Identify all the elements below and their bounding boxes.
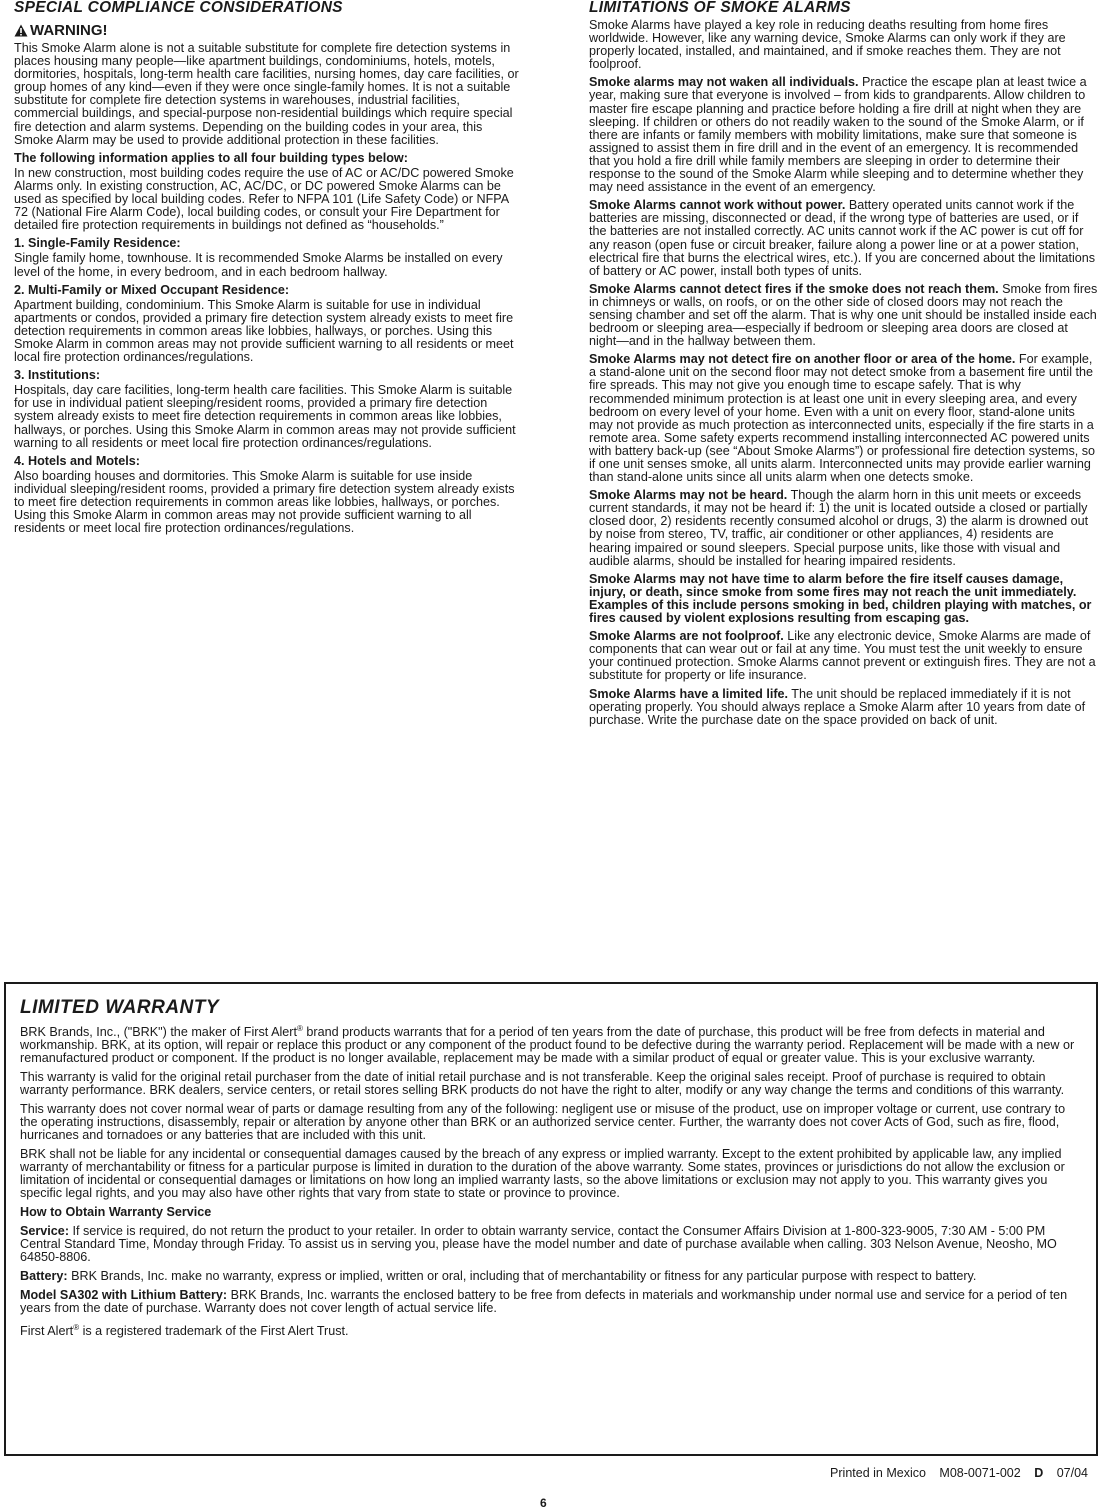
limitation-text: Like any electronic device, Smoke Alarms are made of components that can wear out or fail at any time. You must test the unit weekly to ensure your continued protection. Smoke Alarms cannot prevent or extinguish fires. They are not a substitute for property or life insurance. <box>589 629 1096 683</box>
limitation-lead: Smoke Alarms cannot work without power. <box>589 198 846 213</box>
limitation-item <box>589 199 1098 278</box>
limitation-item <box>589 353 1098 484</box>
section-4-text: Also boarding houses and dormitories. This Smoke Alarm is suitable for use inside individual sleeping/resident rooms, provided a primary fire detection system already exists to meet fire detection requirements in common areas like lobbies, hallways, or porches. Using this Smoke Alarm in common areas may not provide sufficient warning to all residents or meet local fire protection ordinances/regulations. <box>14 468 515 536</box>
limitation-item <box>589 688 1098 727</box>
section-4-heading: 4. Hotels and Motels: <box>14 453 140 468</box>
print-footer <box>820 1466 1088 1480</box>
applies-heading: The following information applies to all four building types below: <box>14 150 408 165</box>
left-column <box>14 0 522 540</box>
right-column <box>589 0 1098 732</box>
warning-text: WARNING! <box>30 22 108 39</box>
printed-in: Printed in Mexico <box>830 1466 926 1480</box>
print-date: 07/04 <box>1056 1466 1088 1480</box>
limitation-text: Smoke from fires in chimneys or walls, on roofs, or on the other side of closed doors may not reach the sensing chamber and set off the alarm. That is why one unit should be installed inside each bedroom or sleeping area—especially if bedroom or sleeping area doors are closed at night—and in the hallway between them. <box>589 281 1098 349</box>
limitation-item <box>589 573 1098 625</box>
warranty-paragraph-2: This warranty is valid for the original retail purchaser from the date of initial retail purchase and is not transferable. Keep the original sales receipt. Proof of purchase is required to obtain warranty performance. BRK dealers, service centers, or retail stores selling BRK products do not have the right to alter, modify or any way change the terms and conditions of this warranty. <box>20 1070 1065 1098</box>
document-code: M08-0071-002 <box>939 1466 1021 1480</box>
limitation-lead: Smoke Alarms are not foolproof. <box>589 629 784 644</box>
warranty-title: LIMITED WARRANTY <box>20 997 220 1018</box>
section-3-text: Hospitals, day care facilities, long-term health care facilities. This Smoke Alarm is suitable for use in individual patient sleeping/resident rooms, provided a primary fire detection system already exists to meet fire detection requirements in common areas like lobbies, hallways, or porches. Using this Smoke Alarm in common areas may not provide sufficient warning to all residents or meet local fire protection ordinances/regulations. <box>14 383 516 450</box>
limitation-text: For example, a stand-alone unit on the second floor may not detect smoke from a basement fire until the fire spreads. This may not give you enough time to escape safely. That is why recommended minimum protection is at least one unit in every sleeping area, and every bedroom on every level of your home. Even with a unit on every floor, stand-alone units may not provide as much protection as interconnected units, especially if the fire starts in a remote area. Some safety experts recommend installing interconnected AC powered units with battery back-up (see “About Smoke Alarms”) or professional fire detection systems, so if one unit senses smoke, all units alarm. Interconnected units may provide earlier warning than stand-alone units since all units alarm when one detects smoke. <box>589 352 1096 485</box>
limitation-text: Battery operated units cannot work if the batteries are missing, disconnected or dead, if the wrong type of batteries are used, or if the batteries are not installed correctly. AC units cannot work if the AC power is cut off for any reason (open fuse or circuit breaker, failure along a power line or at a power station, electrical fire that burns the electrical wires, etc.). If you are concerned about the limitations of battery or AC power, install both types of units. <box>589 198 1096 278</box>
warning-triangle-icon <box>14 24 28 37</box>
warranty-paragraph-4: BRK shall not be liable for any incidental or consequential damages caused by the breach of any express or implied warranty. Except to the extent prohibited by applicable law, any implied warranty of merchantability or fitness for a particular purpose is limited in duration to the duration of the above warranty. Some states, provinces or jurisdictions do not allow the exclusion or limitation of incidental or consequential damages or limitations on how long an implied warranty lasts, so the above limitations or exclusion may not apply to you. This warranty gives you specific legal rights, and you may also have other rights that vary from state to state or province to province. <box>20 1147 1065 1201</box>
section-1-heading: 1. Single-Family Residence: <box>14 236 181 251</box>
limitation-text: Practice the escape plan at least twice a year, making sure that everyone is involved – from kids to grandparents. Allow children to master fire escape planning and practice before holding a fire drill at night when they are sleeping. If children or others do not readily waken to the sound of the Smoke Alarm, or if there are infants or family members with mobility limitations, make sure that someone is assigned to assist them in fire drill and in the event of an emergency. It is recommended that you hold a fire drill while family members are sleeping in order to determine their response to the sound of the Smoke Alarm while sleeping and to determine whether they may need assistance in the event of an emergency. <box>589 75 1087 195</box>
trademark-note: First Alert® is a registered trademark of the First Alert Trust. <box>20 1323 349 1339</box>
limitation-lead: Smoke Alarms have a limited life. <box>589 686 789 701</box>
revision-letter: D <box>1034 1466 1044 1480</box>
limitation-lead: Smoke alarms may not waken all individuals. <box>589 75 859 90</box>
limitation-item <box>589 76 1098 194</box>
limitations-title: LIMITATIONS OF SMOKE ALARMS <box>589 0 851 16</box>
limitations-intro: Smoke Alarms have played a key role in reducing deaths resulting from home fires worldwide. However, like any warning device, Smoke Alarms can only work if they are properly located, installed, and maintained, and if smoke reaches them. They are not foolproof. <box>589 18 1066 72</box>
limitation-item <box>589 489 1098 568</box>
limited-warranty-box <box>4 982 1098 1456</box>
warranty-paragraph-3: This warranty does not cover normal wear of parts or damage resulting from any of the following: negligent use or misuse of the product, use on improper voltage or current, use contrary to the operating instructions, disassembly, repair or alteration by anyone other than BRK or an authorized service center. Further, the warranty does not cover Acts of God, such as fire, flood, hurricanes and tornadoes or any batteries that are included with this unit. <box>20 1102 1066 1143</box>
page-number: 6 <box>540 1496 547 1510</box>
limitation-item <box>589 630 1098 682</box>
limitation-text: The unit should be replaced immediately if it is not operating properly. You should always replace a Smoke Alarm after 10 years from date of purchase. Write the purchase date on the space provided on back of unit. <box>589 686 1086 727</box>
section-3-heading: 3. Institutions: <box>14 368 101 383</box>
warranty-service-heading: How to Obtain Warranty Service <box>20 1205 212 1220</box>
warranty-service: Service: If service is required, do not return the product to your retailer. In order to obtain warranty service, contact the Consumer Affairs Division at 1-800-323-9005, 7:30 AM - 5:00 PM Central Standard Time, Monday through Friday. To assist us in serving you, please have the model number and date of purchase available when calling. 303 Nelson Avenue, Neosho, MO 64850-8806. <box>20 1224 1057 1265</box>
warranty-model: Model SA302 with Lithium Battery: BRK Brands, Inc. warrants the enclosed battery to be free from defects in materials and workmanship under normal use and service for a period of ten years from the date of purchase. Warranty does not cover length of actual service life. <box>20 1288 1068 1316</box>
warranty-battery: Battery: BRK Brands, Inc. make no warranty, express or implied, written or oral, including that of merchantability or fitness for any particular purpose with respect to battery. <box>20 1269 977 1284</box>
limitation-item <box>589 283 1098 348</box>
section-2-heading: 2. Multi-Family or Mixed Occupant Residence: <box>14 282 290 297</box>
limitation-lead: Smoke Alarms may not detect fire on another floor or area of the home. <box>589 352 1016 367</box>
warning-label <box>14 22 522 39</box>
limitation-text: Though the alarm horn in this unit meets or exceeds current standards, it may not be heard if: 1) the unit is located outside a closed or partially closed door, 2) residents recently consumed alcohol or drugs, 3) the alarm is drowned out by noise from stereo, TV, traffic, air conditioner or other appliances, 4) residents are hearing impaired or sound sleepers. Special purpose units, like those with visual and audible alarms, should be installed for hearing impaired residents. <box>589 488 1089 568</box>
special-compliance-title: SPECIAL COMPLIANCE CONSIDERATIONS <box>14 0 343 16</box>
compliance-intro: This Smoke Alarm alone is not a suitable substitute for complete fire detection systems in places housing many people—like apartment buildings, condominiums, hotels, motels, dormitories, hospitals, long-term health care facilities, nursing homes, day care facilities, or group homes of any kind—even if they were once single-family homes. It is not a suitable substitute for complete fire detection systems in warehouses, industrial facilities, commercial buildings, and special-purpose non-residential buildings which require special fire detection and alarm systems. Depending on the building codes in your area, this Smoke Alarm may be used to provide additional protection in these facilities. <box>14 41 519 147</box>
warranty-paragraph-1: BRK Brands, Inc., ("BRK") the maker of First Alert® brand products warrants that for a period of ten years from the date of purchase, this product will be free from defects in material and workmanship. BRK, at its option, will repair or replace this product or any component of the product found to be defective during the warranty period. Replacement will be made with a new or remanufactured product or component. If the product is no longer available, replacement may be made with a similar product of equal or greater value. This is your exclusive warranty. <box>20 1024 1075 1066</box>
limitation-lead: Smoke Alarms may not be heard. <box>589 488 788 503</box>
limitation-lead: Smoke Alarms may not have time to alarm before the fire itself causes damage, injury, or death, since smoke from some fires may not reach the unit immediately. Examples of this include persons smoking in bed, children playing with matches, or fires caused by violent explosions resulting from escaping gas. <box>589 571 1092 626</box>
limitation-lead: Smoke Alarms cannot detect fires if the smoke does not reach them. <box>589 281 999 296</box>
section-1-text: Single family home, townhouse. It is recommended Smoke Alarms be installed on every level of the home, in every bedroom, and in each bedroom hallway. <box>14 251 503 279</box>
applies-text: In new construction, most building codes require the use of AC or AC/DC powered Smoke Alarms only. In existing construction, AC, AC/DC, or DC powered Smoke Alarms can be used as specified by local building codes. Refer to NFPA 101 (Life Safety Code) or NFPA 72 (National Fire Alarm Code), local building codes, or consult your Fire Department for detailed fire protection requirements in buildings not defined as “households.” <box>14 165 514 233</box>
section-2-text: Apartment building, condominium. This Smoke Alarm is suitable for use in individual apartments or condos, provided a primary fire detection system already exists to meet fire detection requirements in common areas like lobbies, hallways, or porches. Using this Smoke Alarm in common areas may not provide sufficient warning to all residents or meet local fire protection ordinances/regulations. <box>14 297 514 365</box>
